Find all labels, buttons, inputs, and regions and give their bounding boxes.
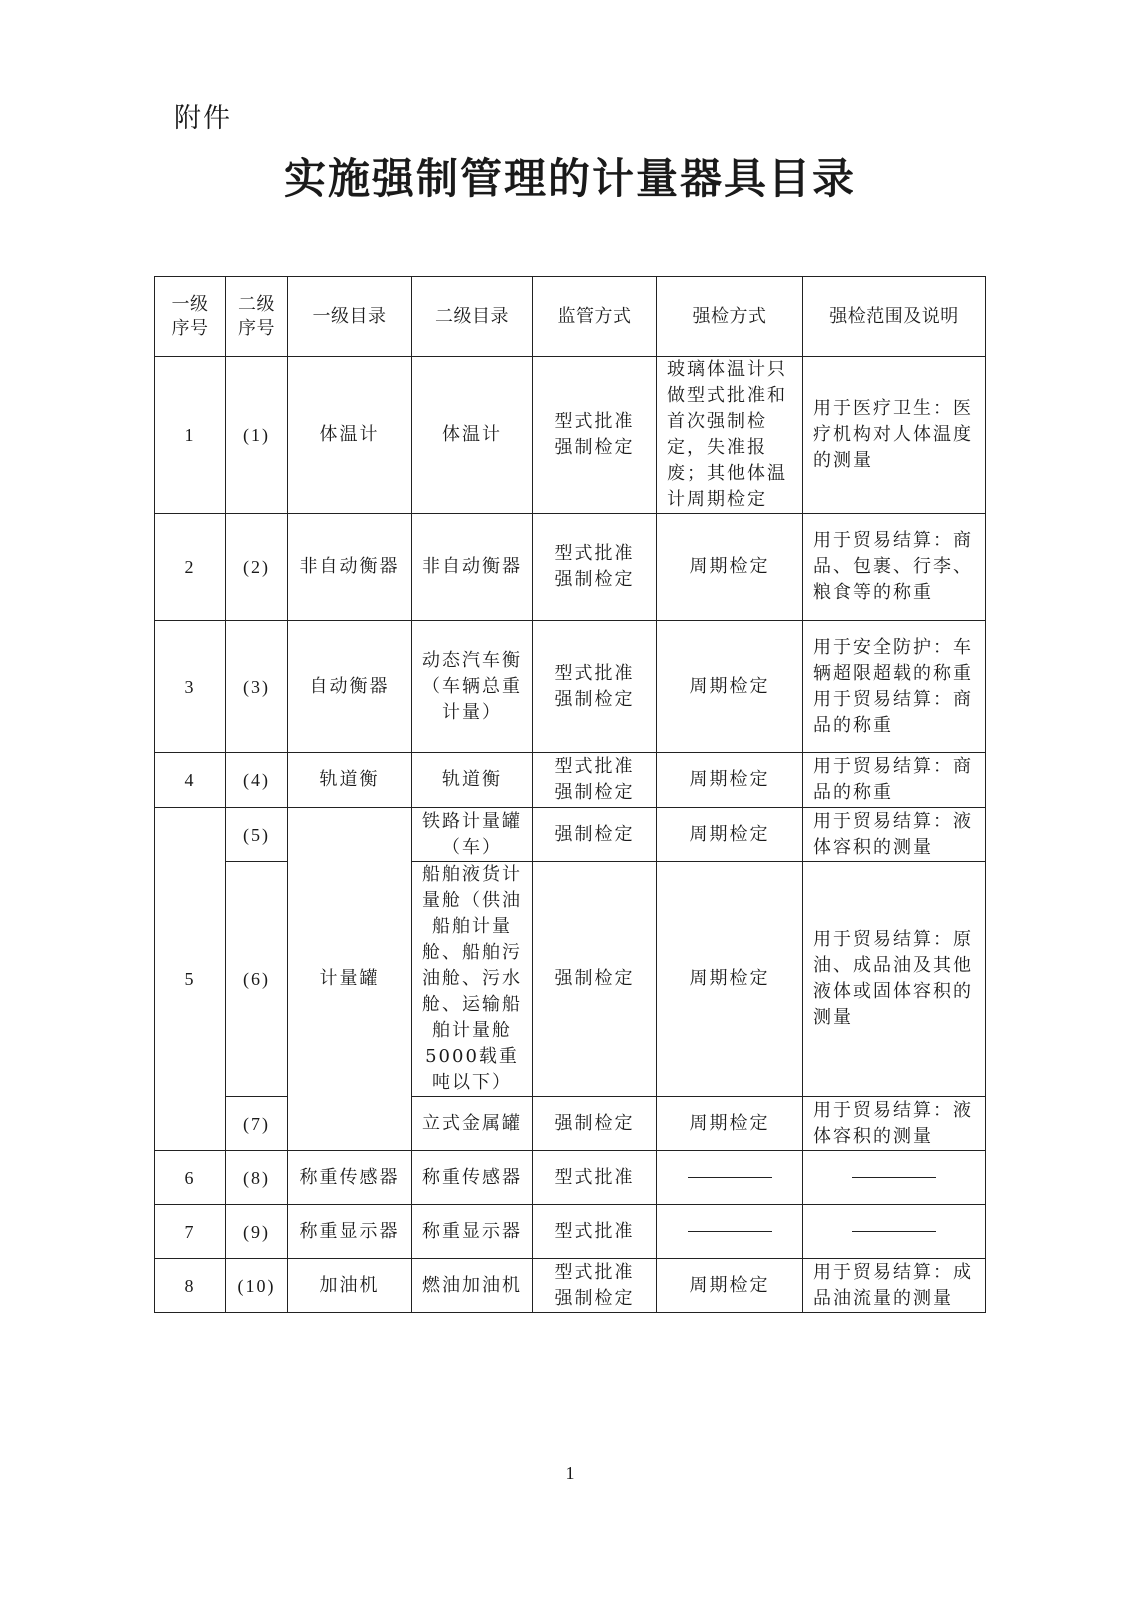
table-row <box>155 357 986 514</box>
inspection-method: 周期检定 <box>657 862 803 1097</box>
level2-category: 体温计 <box>412 357 533 514</box>
level1-category: 自动衡器 <box>288 621 412 753</box>
level2-category: 称重传感器 <box>412 1151 533 1205</box>
level2-no: (7) <box>226 1097 288 1151</box>
level1-no: 4 <box>155 753 226 808</box>
attachment-label: 附件 <box>174 103 232 134</box>
supervision-method: 强制检定 <box>533 1097 657 1151</box>
level2-category: 称重显示器 <box>412 1205 533 1259</box>
table-header-row <box>155 277 986 357</box>
inspection-scope-none <box>803 1151 986 1205</box>
table-row <box>155 753 986 808</box>
level2-no: (3) <box>226 621 288 753</box>
supervision-method: 强制检定 <box>533 862 657 1097</box>
supervision-method: 型式批准强制检定 <box>533 357 657 514</box>
page-title: 实施强制管理的计量器具目录 <box>283 154 856 203</box>
inspection-scope: 用于贸易结算：液体容积的测量 <box>803 1097 986 1151</box>
level1-no: 5 <box>155 808 226 1151</box>
table-row <box>155 514 986 621</box>
table-row <box>155 621 986 753</box>
level2-no: (1) <box>226 357 288 514</box>
inspection-method: 周期检定 <box>657 753 803 808</box>
table-row <box>155 1205 986 1259</box>
supervision-method: 型式批准强制检定 <box>533 621 657 753</box>
inspection-method: 周期检定 <box>657 621 803 753</box>
page-number: 1 <box>565 1463 575 1483</box>
inspection-method: 周期检定 <box>657 1259 803 1313</box>
supervision-method: 型式批准 <box>533 1205 657 1259</box>
header-inspection-scope: 强检范围及说明 <box>803 277 986 357</box>
inspection-method: 玻璃体温计只做型式批准和首次强制检定，失准报废；其他体温计周期检定 <box>657 357 803 514</box>
level2-category: 非自动衡器 <box>412 514 533 621</box>
level2-category: 动态汽车衡（车辆总重计量） <box>412 621 533 753</box>
inspection-scope: 用于贸易结算：原油、成品油及其他液体或固体容积的测量 <box>803 862 986 1097</box>
level2-no: (6) <box>226 862 288 1097</box>
level1-category: 轨道衡 <box>288 753 412 808</box>
inspection-scope-none <box>803 1205 986 1259</box>
header-supervision-method: 监管方式 <box>533 277 657 357</box>
header-level2-category: 二级目录 <box>412 277 533 357</box>
inspection-scope: 用于医疗卫生：医疗机构对人体温度的测量 <box>803 357 986 514</box>
inspection-method: 周期检定 <box>657 1097 803 1151</box>
level2-no: (8) <box>226 1151 288 1205</box>
level2-no: (4) <box>226 753 288 808</box>
table-row <box>155 862 986 1097</box>
dash-placeholder <box>688 1231 772 1232</box>
supervision-method: 型式批准强制检定 <box>533 514 657 621</box>
level1-category: 体温计 <box>288 357 412 514</box>
inspection-scope <box>803 621 986 753</box>
scope-line-trade: 用于贸易结算：商品的称重 <box>813 688 973 736</box>
header-inspection-method: 强检方式 <box>657 277 803 357</box>
level1-category: 称重显示器 <box>288 1205 412 1259</box>
table-row <box>155 1097 986 1151</box>
header-level1-category: 一级目录 <box>288 277 412 357</box>
scope-line-safety: 用于安全防护：车辆超限超载的称重 <box>813 636 973 684</box>
level1-no: 7 <box>155 1205 226 1259</box>
level1-no: 2 <box>155 514 226 621</box>
supervision-method: 型式批准 <box>533 1151 657 1205</box>
catalog-table <box>154 276 986 1313</box>
inspection-scope: 用于贸易结算：商品的称重 <box>803 753 986 808</box>
level2-no: (10) <box>226 1259 288 1313</box>
dash-placeholder <box>852 1231 936 1232</box>
dash-placeholder <box>688 1177 772 1178</box>
level1-no: 6 <box>155 1151 226 1205</box>
supervision-method: 强制检定 <box>533 808 657 862</box>
table-row <box>155 1151 986 1205</box>
dash-placeholder <box>852 1177 936 1178</box>
table-row <box>155 1259 986 1313</box>
inspection-method-none <box>657 1205 803 1259</box>
supervision-method: 型式批准强制检定 <box>533 753 657 808</box>
level2-category: 船舶液货计量舱（供油船舶计量舱、船舶污油舱、污水舱、运输船舶计量舱5000载重吨以下） <box>412 862 533 1097</box>
header-level2-no: 二级序号 <box>226 277 288 357</box>
supervision-method: 型式批准强制检定 <box>533 1259 657 1313</box>
table-row <box>155 808 986 862</box>
level2-no: (9) <box>226 1205 288 1259</box>
inspection-scope: 用于贸易结算：商品、包裹、行李、粮食等的称重 <box>803 514 986 621</box>
inspection-scope: 用于贸易结算：液体容积的测量 <box>803 808 986 862</box>
level1-category: 非自动衡器 <box>288 514 412 621</box>
inspection-method: 周期检定 <box>657 514 803 621</box>
level2-category: 轨道衡 <box>412 753 533 808</box>
level2-no: (2) <box>226 514 288 621</box>
header-level1-no: 一级序号 <box>155 277 226 357</box>
level1-category: 计量罐 <box>288 808 412 1151</box>
inspection-method: 周期检定 <box>657 808 803 862</box>
level1-no: 8 <box>155 1259 226 1313</box>
level1-category: 加油机 <box>288 1259 412 1313</box>
level2-category: 立式金属罐 <box>412 1097 533 1151</box>
level2-no: (5) <box>226 808 288 862</box>
level2-category: 铁路计量罐（车） <box>412 808 533 862</box>
level2-category: 燃油加油机 <box>412 1259 533 1313</box>
level1-category: 称重传感器 <box>288 1151 412 1205</box>
inspection-method-none <box>657 1151 803 1205</box>
level1-no: 1 <box>155 357 226 514</box>
inspection-scope: 用于贸易结算：成品油流量的测量 <box>803 1259 986 1313</box>
level1-no: 3 <box>155 621 226 753</box>
